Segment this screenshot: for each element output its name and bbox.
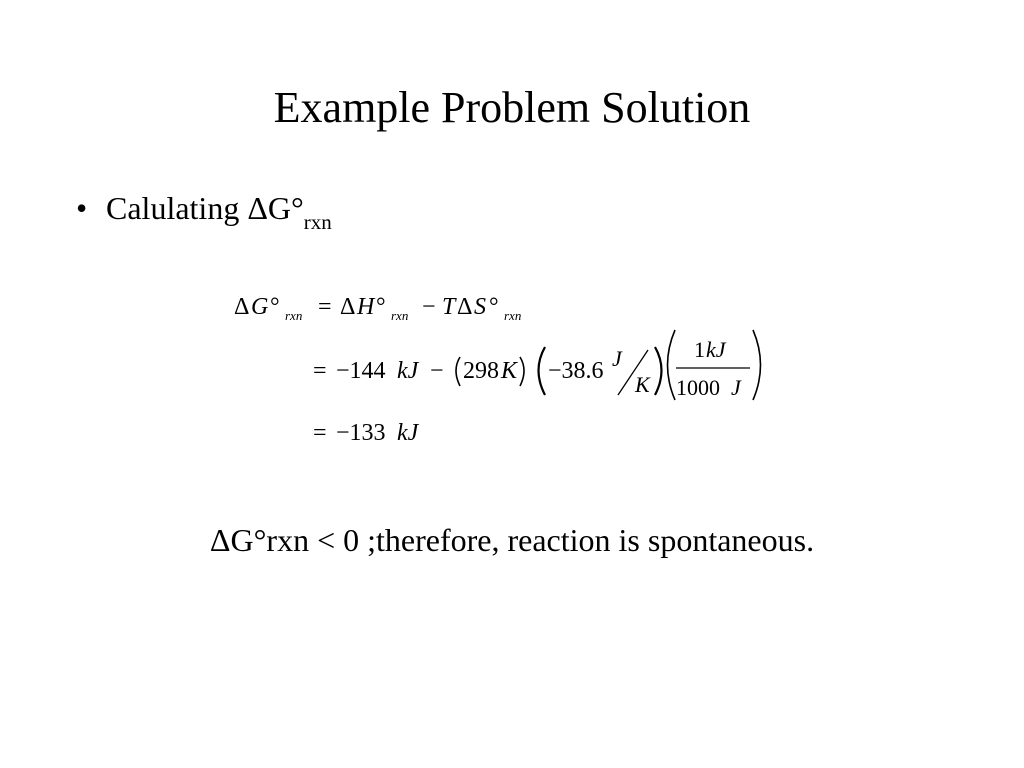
temperature-value: 298 xyxy=(463,358,499,384)
s-degree: ° xyxy=(489,294,499,320)
minus-sign: − xyxy=(430,358,444,384)
equals-sign: = xyxy=(318,294,332,320)
right-paren-conversion xyxy=(753,330,761,400)
enthalpy-value: −144 xyxy=(336,358,386,384)
g-subscript: rxn xyxy=(285,308,303,323)
delta-h-symbol: Δ xyxy=(340,294,356,320)
h-subscript: rxn xyxy=(391,308,409,323)
result-value: −133 xyxy=(336,420,386,446)
h-degree: ° xyxy=(376,294,386,320)
equals-sign: = xyxy=(313,358,327,384)
entropy-value: −38.6 xyxy=(548,358,604,384)
g-variable: G xyxy=(251,294,269,320)
minus-sign: − xyxy=(422,294,436,320)
result-unit: kJ xyxy=(397,420,419,446)
enthalpy-unit: kJ xyxy=(397,358,419,384)
bullet-marker: • xyxy=(76,190,88,226)
conversion-denominator-unit: J xyxy=(731,375,741,400)
conclusion-text: ΔG°rxn < 0 ;therefore, reaction is spontaneous. xyxy=(209,522,815,558)
left-paren-entropy xyxy=(539,347,546,395)
t-variable: T xyxy=(442,294,456,320)
conversion-numerator-unit: kJ xyxy=(706,337,726,362)
equals-sign: = xyxy=(313,420,327,446)
delta-s-symbol: Δ xyxy=(457,294,473,320)
equation-line-1 xyxy=(234,294,521,323)
s-variable: S xyxy=(474,294,486,320)
delta-g-symbol: Δ xyxy=(234,294,250,320)
bullet-text: Calulating ΔG° xyxy=(106,190,304,226)
fraction-numerator: J xyxy=(612,346,622,371)
fraction-denominator: K xyxy=(635,372,650,397)
equation-line-2 xyxy=(313,330,761,400)
bullet-subscript: rxn xyxy=(303,210,332,234)
right-paren-temp xyxy=(520,357,524,386)
g-degree: ° xyxy=(270,294,280,320)
left-paren-conversion xyxy=(668,330,676,400)
conversion-numerator-value: 1 xyxy=(694,337,705,362)
h-variable: H xyxy=(357,294,375,320)
conversion-denominator-value: 1000 xyxy=(676,375,720,400)
temperature-unit: K xyxy=(501,358,518,384)
s-subscript: rxn xyxy=(504,308,522,323)
slide-title: Example Problem Solution xyxy=(273,83,751,132)
left-paren-temp xyxy=(456,357,460,386)
equation-line-3 xyxy=(313,420,420,446)
right-paren-entropy xyxy=(655,347,662,395)
